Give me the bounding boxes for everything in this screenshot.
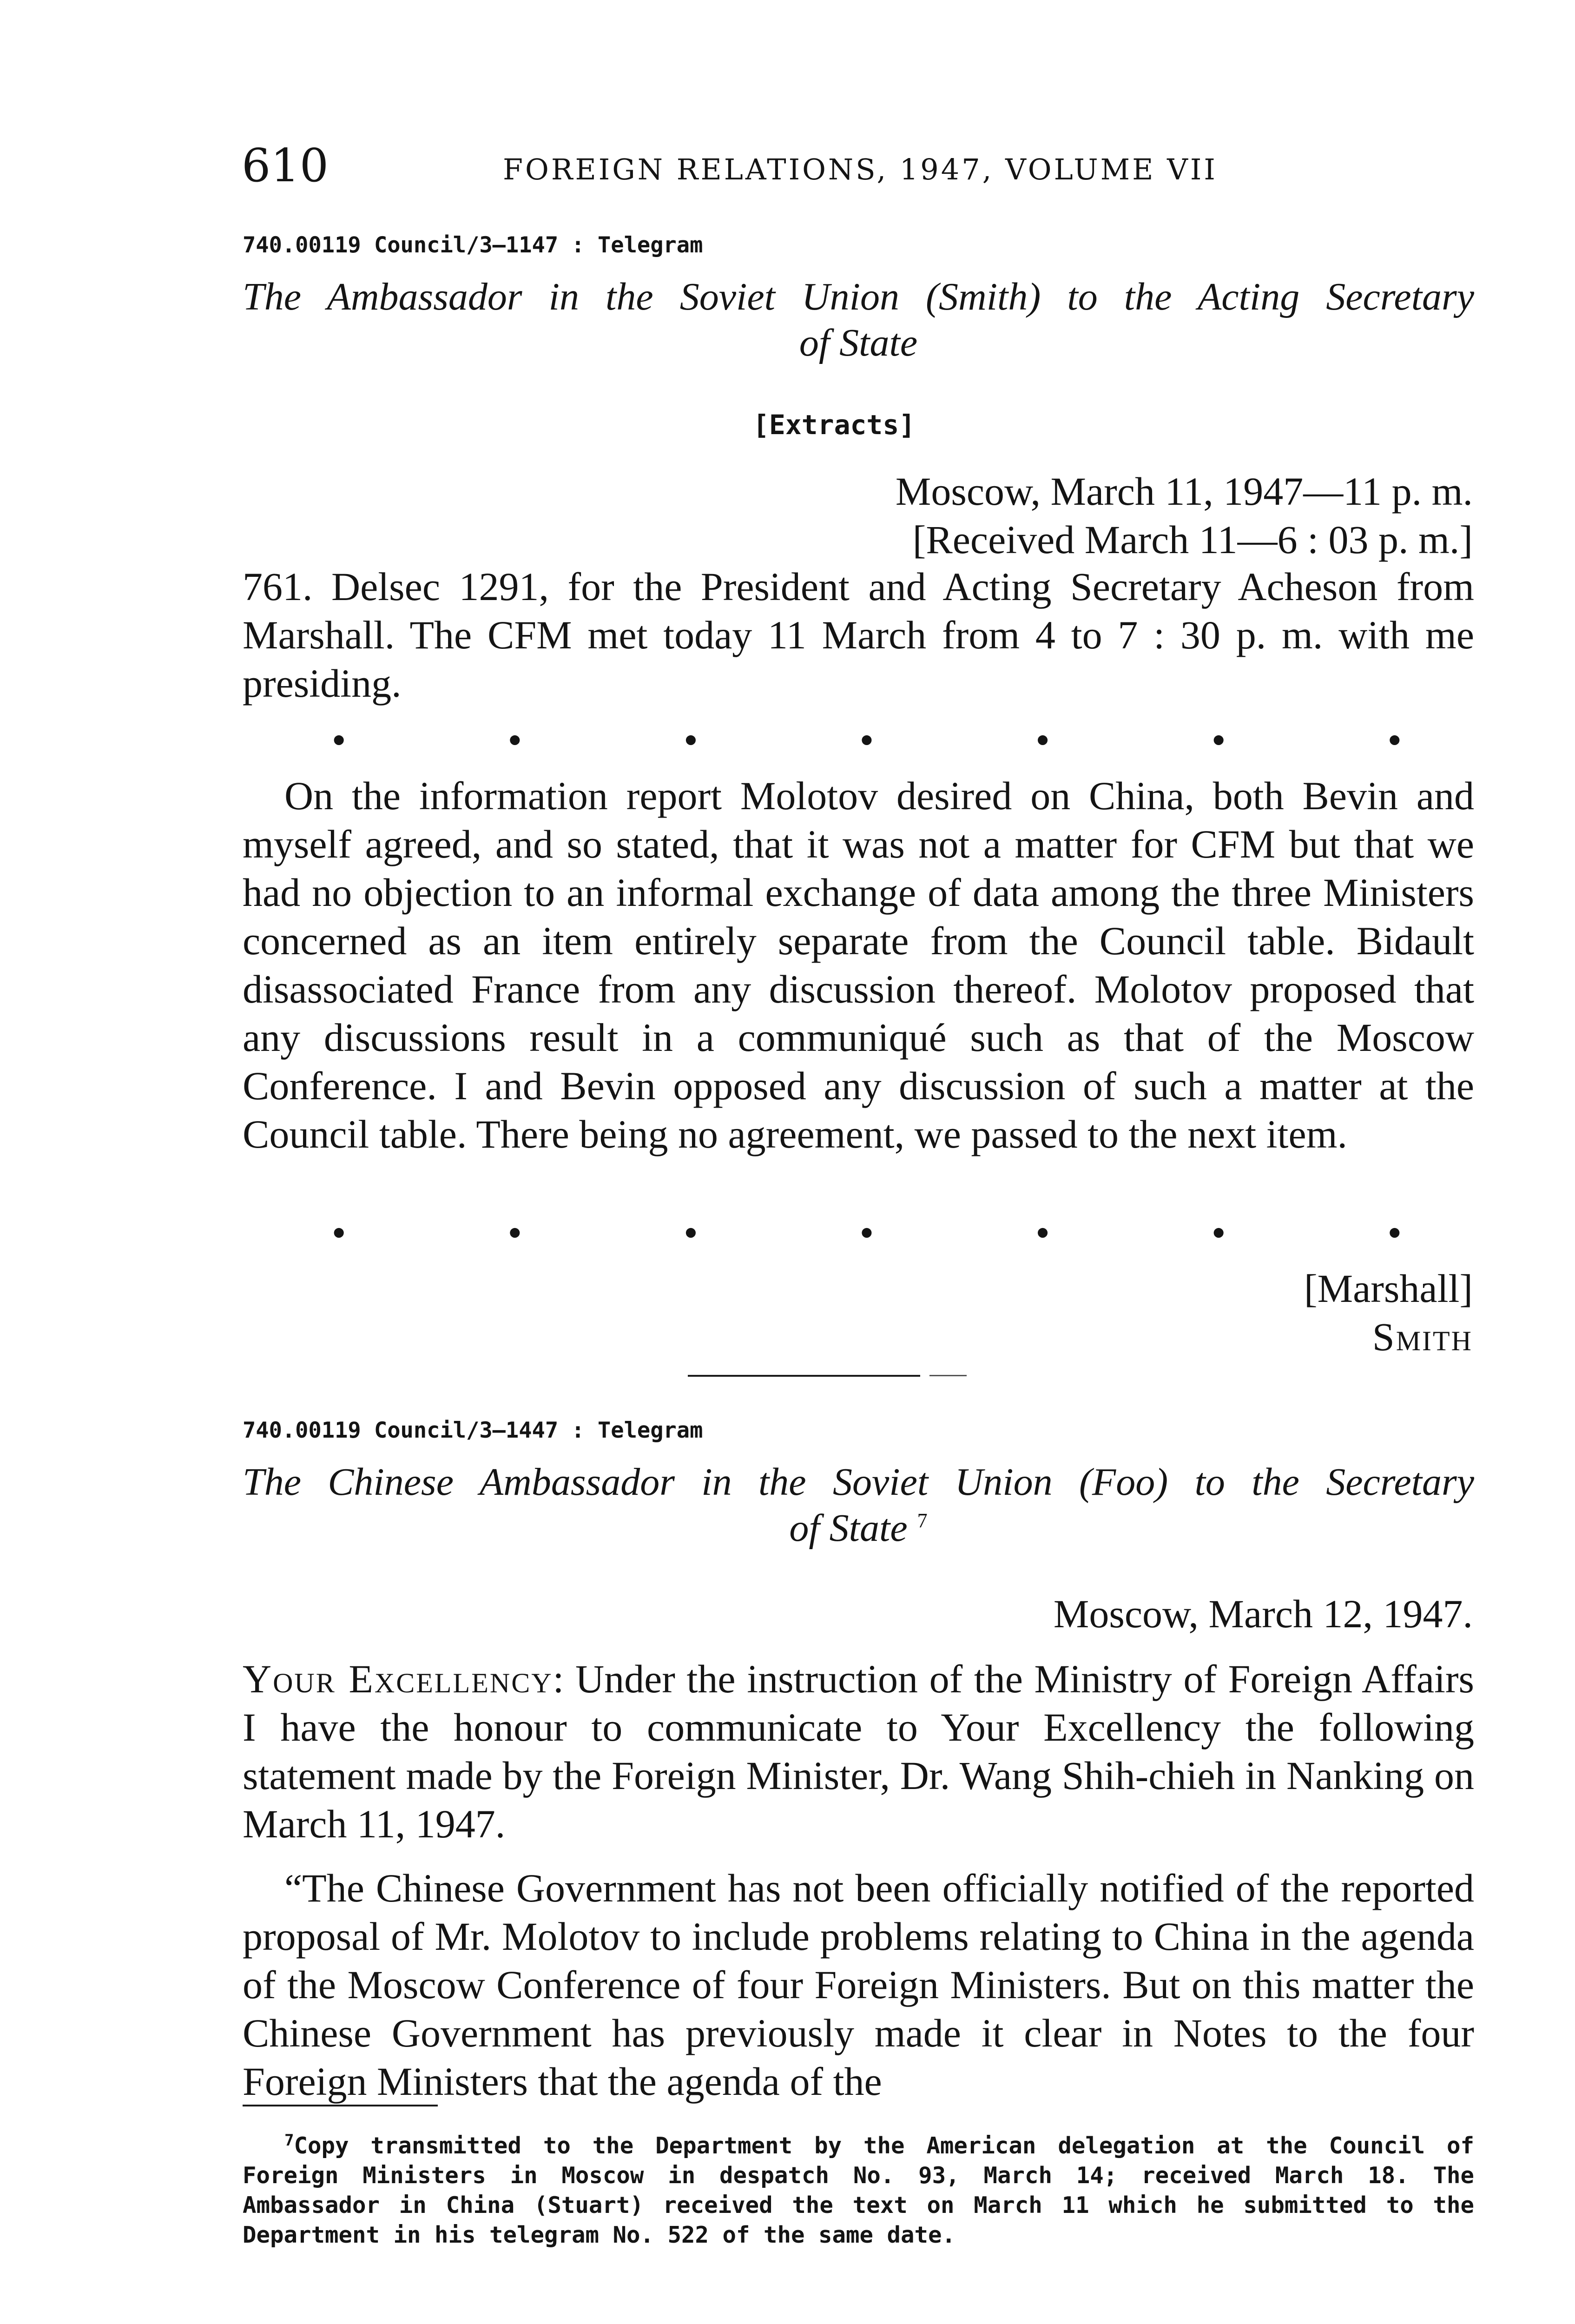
- ellipsis-dot: •: [506, 1218, 524, 1250]
- document-title-1-line2: of State: [799, 321, 918, 364]
- extracts-label: [Extracts]: [753, 409, 916, 441]
- ellipsis-dot: •: [330, 725, 348, 758]
- place-date-1: Moscow, March 11, 1947—11 p. m.: [895, 469, 1473, 514]
- ellipsis-dot: •: [1209, 1218, 1228, 1250]
- document-title-2-line1: The Chinese Ambassador in the Soviet Union (Foo) to the Secretary: [243, 1460, 1474, 1504]
- ellipsis-dot: •: [1034, 725, 1052, 758]
- separator-rule: [688, 1375, 920, 1377]
- ellipsis-dot: •: [1385, 725, 1404, 758]
- document-title-2: [243, 1459, 1474, 1551]
- document-title-1-line1: The Ambassador in the Soviet Union (Smith) to the Acting Secretary: [243, 275, 1474, 318]
- paragraph-delsec: 761. Delsec 1291, for the President and Acting Secretary Acheson from Marshall. The CFM met today 11 March from 4 to 7 : 30 p. m. with me presiding.: [243, 564, 1474, 706]
- file-reference-1: 740.00119 Council/3–1147 : Telegram: [243, 232, 703, 258]
- page-number: 610: [242, 139, 329, 192]
- signature-bracket: [Marshall]: [1304, 1266, 1473, 1311]
- received-line: [Received March 11—6 : 03 p. m.]: [912, 517, 1473, 562]
- ellipsis-dot: •: [682, 1218, 700, 1250]
- footnote-text: Copy transmitted to the Department by the American delegation at the Council of Foreign Ministers in Moscow in despatch No. 93, March 14; received March 18. The Ambassador in China (Stuart) received the text on March 11 which he submitted to the Department in his telegram No. 522 of the same date.: [243, 2133, 1474, 2248]
- ellipsis-row-1: [330, 725, 1404, 758]
- ellipsis-row-2: [330, 1218, 1404, 1250]
- separator-rule-tail: [929, 1375, 967, 1376]
- ellipsis-dot: •: [1034, 1218, 1052, 1250]
- file-reference-2: 740.00119 Council/3–1447 : Telegram: [243, 1418, 703, 1443]
- dateline-1: [896, 467, 1473, 564]
- running-title: FOREIGN RELATIONS, 1947, VOLUME VII: [503, 152, 1218, 186]
- place-date-2: Moscow, March 12, 1947.: [1053, 1591, 1473, 1636]
- signature-block-1: [1304, 1264, 1473, 1361]
- ellipsis-dot: •: [857, 725, 876, 758]
- paragraph-china-report: On the information report Molotov desired on China, both Bevin and myself agreed, and so stated, that it was not a matter for CFM but that we had no objection to an informal exchange of data among the three Ministers concerned as an item entirely separate from the Council table. Bidault disassociated France from any discussion thereof. Molotov proposed that any discussions result in a communiqué such as that of the Moscow Conference. I and Bevin opposed any discussion of such a matter at the Council table. There being no agreement, we passed to the next item.: [243, 773, 1474, 1156]
- document-title-1: [243, 274, 1474, 365]
- footnote: [243, 2131, 1474, 2250]
- footnote-number: 7: [284, 2131, 294, 2150]
- document-title-2-line2-text: of State: [789, 1506, 908, 1550]
- paragraph-excellency: [243, 1655, 1474, 1848]
- paragraph-statement: “The Chinese Government has not been officially notified of the reported proposal of Mr. Molotov to include problems relating to China in the agenda of the Moscow Conference of four Foreign Ministers. But on this matter the Chinese Government has previously made it clear in Notes to the four Foreign Ministers that the agenda of the: [243, 1866, 1474, 2104]
- ellipsis-dot: •: [857, 1218, 876, 1250]
- paragraph-excellency-text: : Under the instruction of the Ministry of Foreign Affairs I have the honour to communicate to Your Excellency the following statement made by the Foreign Minister, Dr. Wang Shih-chieh in Nanking on March 11, 1947.: [243, 1657, 1474, 1846]
- ellipsis-dot: •: [506, 725, 524, 758]
- document-title-2-line2: [243, 1505, 1474, 1551]
- ellipsis-dot: •: [1385, 1218, 1404, 1250]
- footnote-rule: [243, 2105, 438, 2106]
- ellipsis-dot: •: [330, 1218, 348, 1250]
- footnote-reference: 7: [917, 1509, 928, 1532]
- ellipsis-dot: •: [682, 725, 700, 758]
- signature-name: Smith: [1372, 1314, 1473, 1359]
- ellipsis-dot: •: [1209, 725, 1228, 758]
- salutation: Your Excellency: [243, 1657, 553, 1701]
